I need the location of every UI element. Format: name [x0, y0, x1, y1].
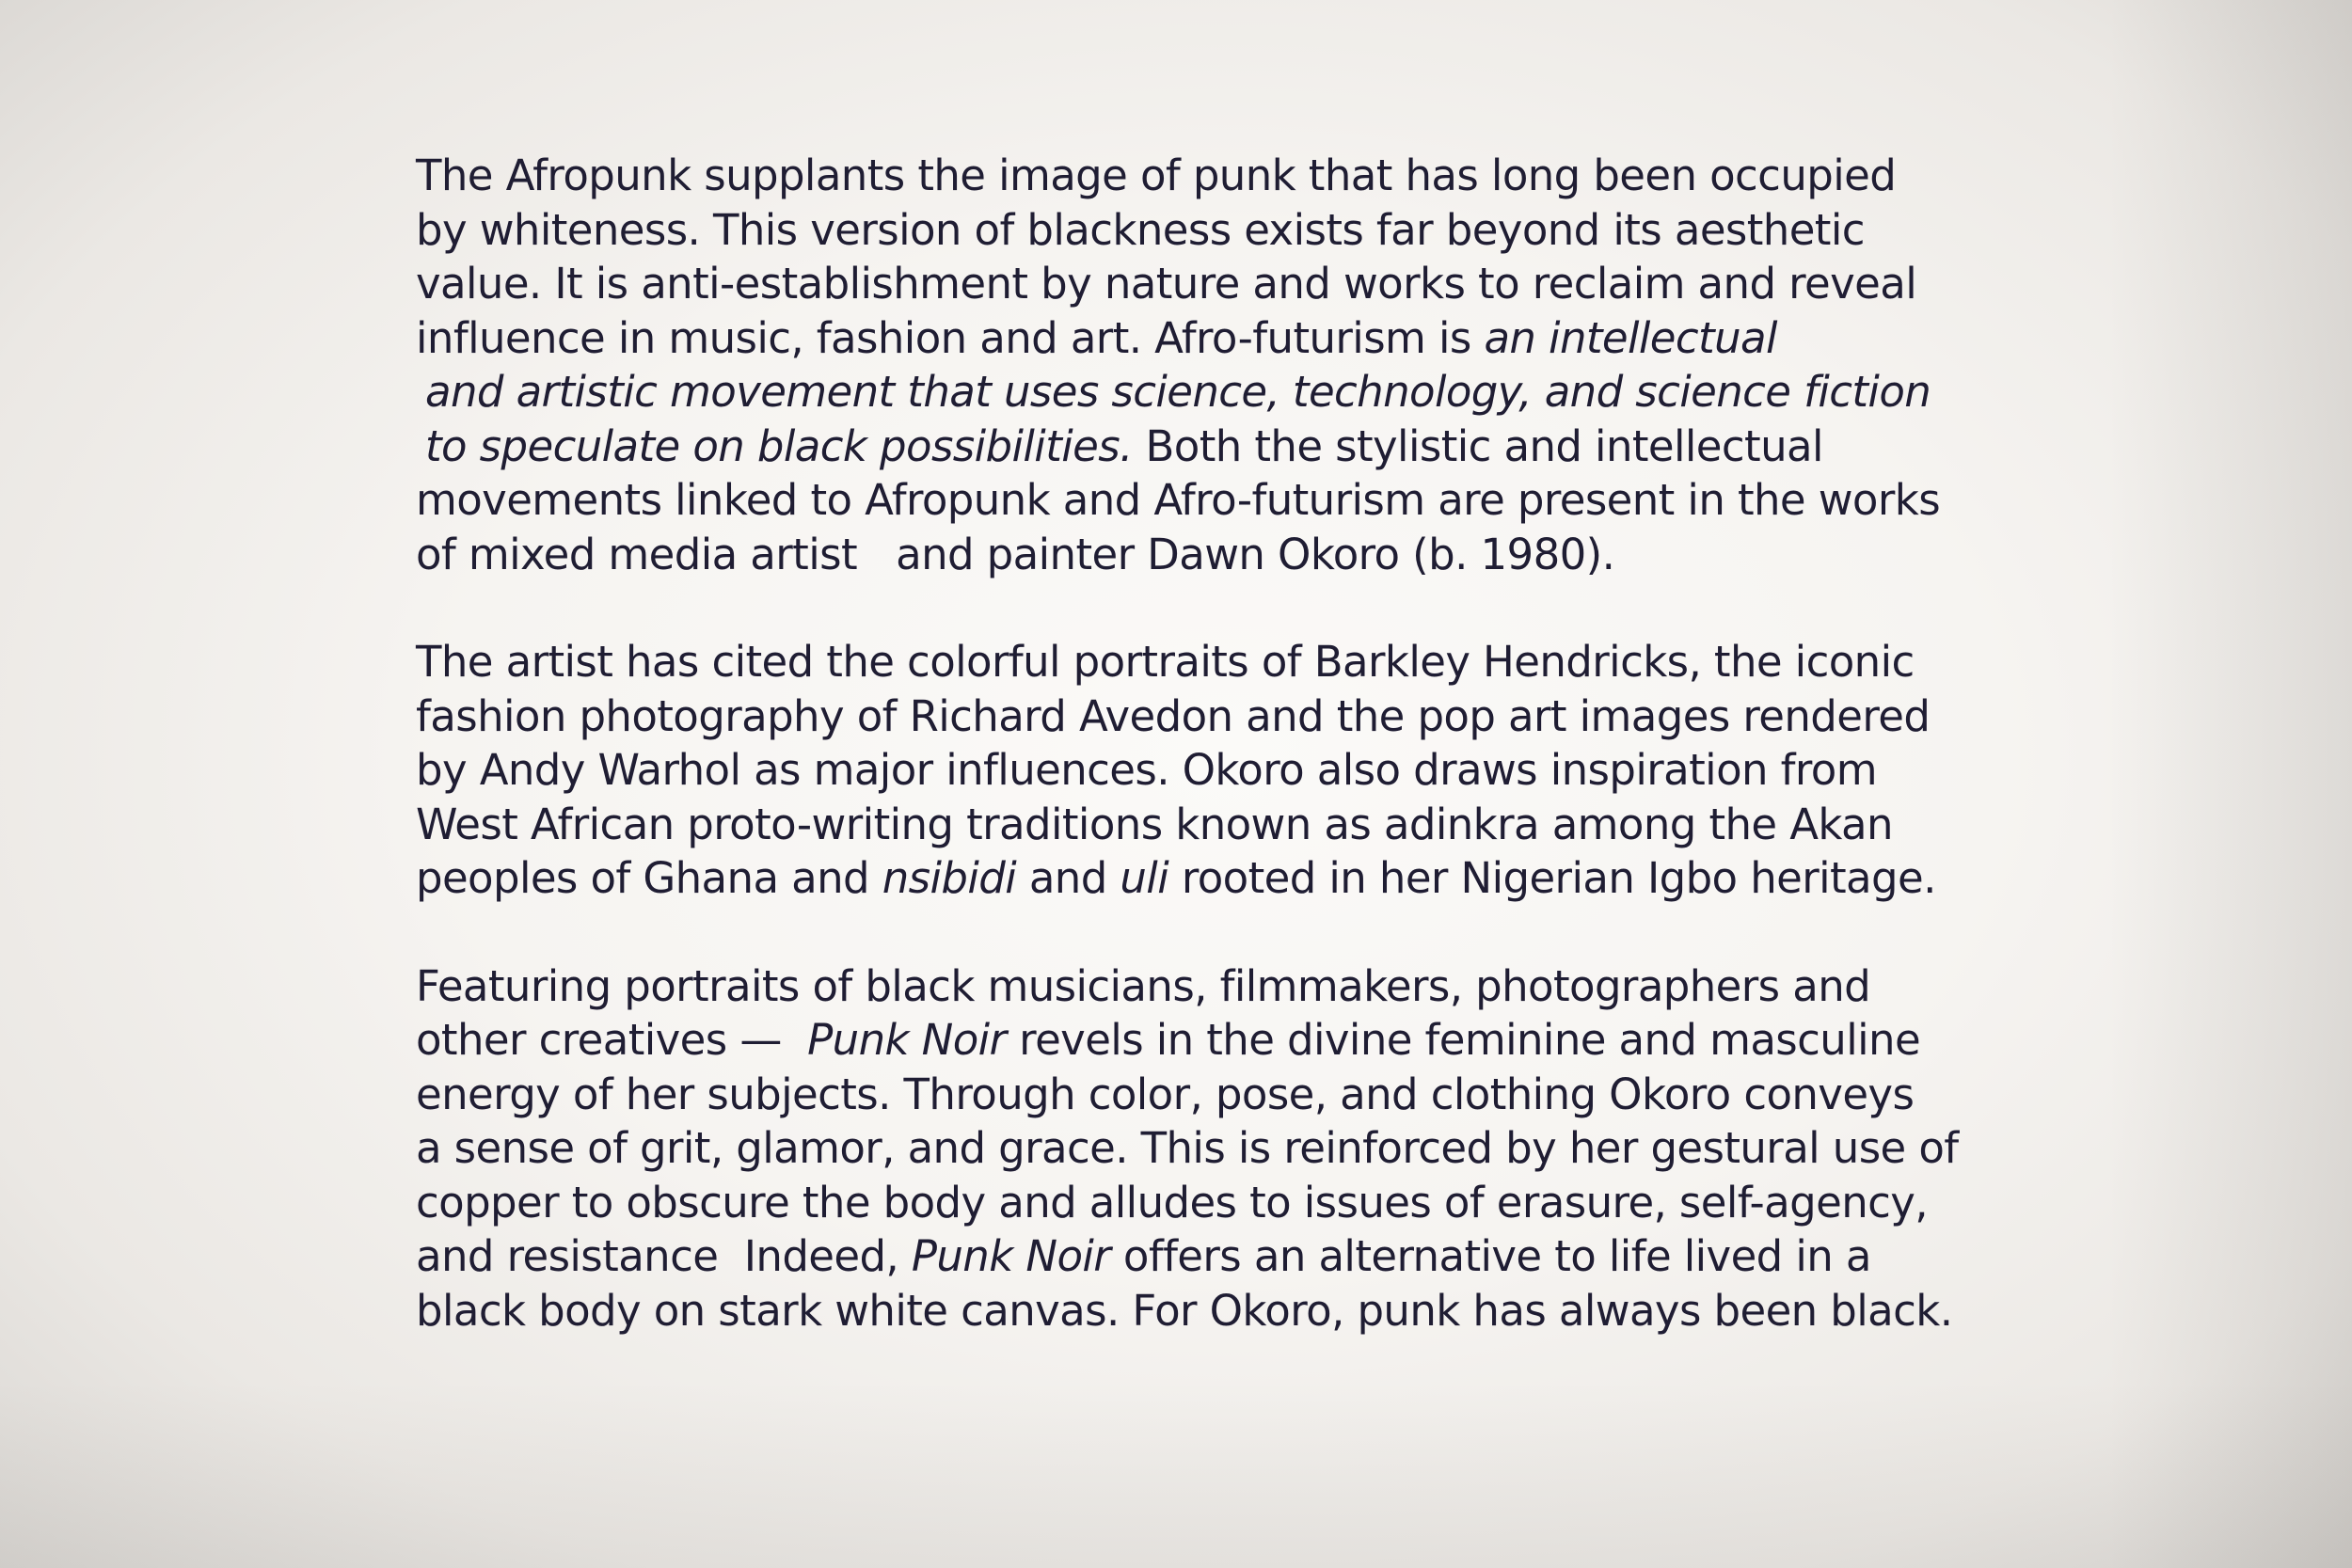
- italic-span: uli: [1120, 853, 1169, 903]
- text-span: other creatives —: [416, 1015, 808, 1065]
- text-line: movements linked to Afropunk and Afro-futurism are present in the works: [416, 475, 1941, 525]
- italic-span: an intellectual: [1484, 312, 1777, 363]
- text-span: and: [1016, 853, 1120, 903]
- text-line: by Andy Warhol as major influences. Okoro also draws inspiration from: [416, 745, 1877, 795]
- text-line: energy of her subjects. Through color, pose, and clothing Okoro conveys: [416, 1069, 1915, 1119]
- italic-span: Punk Noir: [807, 1015, 1007, 1065]
- text-line: Featuring portraits of black musicians, filmmakers, photographers and: [416, 960, 1871, 1011]
- text-line: [416, 1229, 1959, 1284]
- text-line: The artist has cited the colorful portraits of Barkley Hendricks, the iconic: [416, 637, 1915, 687]
- text-span: offers an alternative to life lived in a: [1110, 1231, 1871, 1281]
- text-span: Both the stylistic and intellectual: [1132, 420, 1823, 471]
- wall-shadow-right: [2107, 0, 2352, 1568]
- text-line: fashion photography of Richard Avedon and the pop art images rendered: [416, 690, 1931, 741]
- text-span: rooted in her Nigerian Igbo heritage.: [1168, 853, 1936, 903]
- italic-span: nsibidi: [882, 853, 1017, 903]
- italic-span: and artistic movement that uses science, technology, and science fiction: [425, 367, 1931, 417]
- text-line: a sense of grit, glamor, and grace. This is reinforced by her gestural use of: [416, 1123, 1959, 1173]
- paragraph-punk-noir: [416, 959, 1959, 1338]
- text-line: value. It is anti-establishment by nature and works to reclaim and reveal: [416, 259, 1917, 309]
- text-line: [416, 1013, 1959, 1068]
- text-span: and resistance Indeed,: [416, 1231, 912, 1281]
- wall-shadow-bottom: [0, 1380, 2352, 1568]
- text-line: of mixed media artist and painter Dawn Okoro (b. 1980).: [416, 529, 1615, 579]
- paragraph-afropunk: [416, 149, 1959, 581]
- wall-text-panel: [416, 149, 1959, 1338]
- paragraph-influences: [416, 635, 1959, 906]
- italic-span: Punk Noir: [911, 1231, 1111, 1281]
- text-span: revels in the divine feminine and masculine: [1006, 1015, 1921, 1065]
- text-line: copper to obscure the body and alludes to issues of erasure, self-agency,: [416, 1177, 1929, 1227]
- text-line: [416, 311, 1959, 366]
- paragraph-spacer: [416, 581, 1959, 635]
- text-line: black body on stark white canvas. For Okoro, punk has always been black.: [416, 1285, 1953, 1336]
- text-span: influence in music, fashion and art. Afro-futurism is: [416, 312, 1485, 363]
- text-line: by whiteness. This version of blackness exists far beyond its aesthetic: [416, 204, 1865, 255]
- text-line: The Afropunk supplants the image of punk that has long been occupied: [416, 150, 1897, 200]
- text-line: [416, 851, 1959, 906]
- paragraph-spacer: [416, 906, 1959, 959]
- text-line: [416, 365, 1959, 420]
- text-span: peoples of Ghana and: [416, 853, 882, 903]
- italic-span: to speculate on black possibilities.: [425, 420, 1133, 471]
- text-line: West African proto-writing traditions known as adinkra among the Akan: [416, 799, 1893, 849]
- text-line: [416, 420, 1959, 474]
